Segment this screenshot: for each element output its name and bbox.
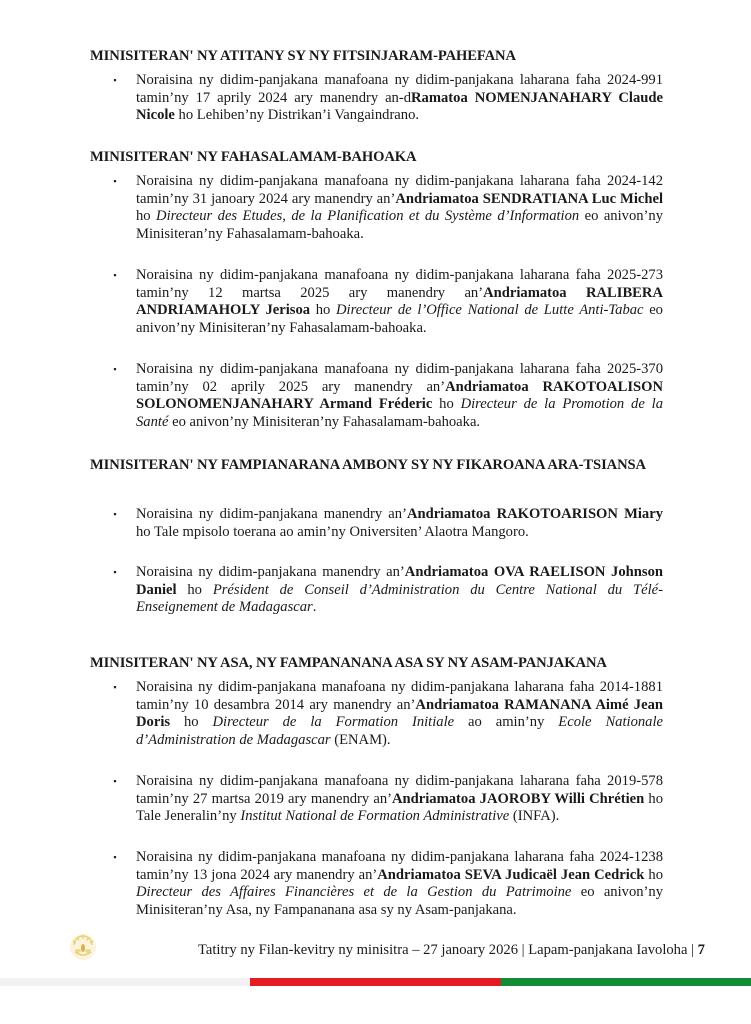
text-run: Noraisina ny didim-panjakana manafoana ny didim-panjakana laharana faha 2025-273 tamin’ny 12 martsa 2025 ary manendry an’ — [136, 267, 663, 301]
text-run: Noraisina ny didim-panjakana manafoana ny didim-panjakana laharana faha 2024-1238 tamin’ny 13 jona 2024 ary manendry an’ — [136, 849, 663, 883]
section-heading: MINISITERAN' NY ATITANY SY NY FITSINJARAM-PAHEFANA — [90, 48, 516, 64]
list-item — [108, 173, 663, 243]
bullet-square-icon: ▪ — [113, 682, 117, 692]
flag-stripe-red — [250, 978, 501, 986]
text-run: ho — [136, 208, 157, 225]
list-item — [108, 72, 663, 125]
flag-stripe-green — [501, 978, 751, 986]
bullet-square-icon: ▪ — [113, 75, 117, 85]
page-number: 7 — [697, 942, 705, 958]
text-run: ho — [432, 396, 461, 413]
text-run: ho Lehiben’ny Distrikan’i Vangaindrano. — [174, 107, 420, 124]
appointee-name: Ramatoa NOMENJANAHARY Claude Nicole — [136, 89, 663, 124]
text-run: ho — [176, 581, 213, 598]
text-run: Noraisina ny didim-panjakana manafoana ny didim-panjakana laharana faha 2024-142 tamin’ny 31 janoary 2024 ary manendry an’ — [136, 173, 663, 207]
position-title: Directeur de la Formation Initiale — [212, 714, 455, 731]
text-run: Noraisina ny didim-panjakana manafoana ny didim-panjakana laharana faha 2025-370 tamin’ny 02 aprily 2025 ary manendry an’ — [136, 361, 663, 395]
text-run: . — [312, 599, 317, 616]
list-item — [108, 679, 663, 749]
position-title: Directeur des Etudes, de la Planification et du Système d’Information — [156, 208, 580, 225]
position-title: Directeur des Affaires Financières et de la Gestion du Patrimoine — [136, 884, 572, 901]
text-run: Noraisina ny didim-panjakana manafoana ny didim-panjakana laharana faha 2024-991 tamin’ny 17 aprily 2024 ary manendry an-d — [136, 72, 663, 106]
text-run: ao amin’ny — [454, 714, 559, 731]
appointee-name: Andriamatoa OVA RAELISON Johnson Daniel — [136, 564, 663, 598]
list-item — [108, 773, 663, 826]
bullet-square-icon: ▪ — [113, 852, 117, 862]
item-text — [136, 267, 663, 337]
appointee-name: Andriamatoa RAKOTOALISON SOLONOMENJANAHARY Armand Fréderic — [136, 378, 664, 413]
list-item — [108, 564, 663, 617]
item-text — [136, 361, 663, 431]
item-text — [136, 679, 663, 749]
bullet-square-icon: ▪ — [113, 270, 117, 280]
text-run: ho Tale mpisolo toerana ao amin’ny Oniversiten’ Alaotra Mangoro. — [136, 523, 529, 540]
item-text — [136, 773, 663, 826]
text-run: (ENAM). — [330, 731, 391, 748]
list-item — [108, 267, 663, 337]
text-run: Noraisina ny didim-panjakana manafoana ny didim-panjakana laharana faha 2014-1881 tamin’ny 10 desambra 2014 ary manendry an’ — [136, 679, 663, 713]
text-run: Noraisina ny didim-panjakana manendry an’ — [136, 564, 405, 580]
text-run: ho Tale Jeneralin’ny — [136, 790, 663, 825]
bullet-square-icon: ▪ — [113, 567, 117, 577]
text-run: ho — [644, 866, 663, 883]
bullet-square-icon: ▪ — [113, 509, 117, 519]
bullet-square-icon: ▪ — [113, 176, 117, 186]
appointee-name: Andriamatoa JAOROBY Willi Chrétien — [392, 790, 645, 807]
bullet-square-icon: ▪ — [113, 364, 117, 374]
section-heading: MINISITERAN' NY FAMPIANARANA AMBONY SY NY FIKAROANA ARA-TSIANSA — [90, 457, 646, 473]
list-item — [108, 849, 663, 919]
appointee-name: Andriamatoa SEVA Judicaël Jean Cedrick — [377, 866, 645, 883]
position-title: Directeur de l’Office National de Lutte Anti-Tabac — [336, 302, 644, 319]
text-run: (INFA). — [509, 808, 560, 825]
item-text — [136, 849, 663, 919]
appointee-name: Andriamatoa RALIBERA ANDRIAMAHOLY Jerisoa — [136, 284, 663, 319]
text-run: ho — [170, 714, 213, 731]
text-run: Noraisina ny didim-panjakana manafoana ny didim-panjakana laharana faha 2019-578 tamin’ny 27 martsa 2019 ary manendry an’ — [136, 773, 663, 807]
item-text — [136, 564, 663, 617]
presidency-emblem-icon — [68, 932, 98, 962]
section-heading: MINISITERAN' NY ASA, NY FAMPANANANA ASA SY NY ASAM-PANJAKANA — [90, 655, 607, 671]
page-footer — [198, 941, 705, 959]
footer-caption: Tatitry ny Filan-kevitry ny minisitra – 27 janoary 2026 | Lapam-panjakana Iavoloha | — [198, 942, 698, 958]
text-run: ho — [310, 302, 336, 319]
list-item — [108, 361, 663, 431]
appointee-name: Andriamatoa SENDRATIANA Luc Michel — [395, 190, 663, 207]
text-run: Noraisina ny didim-panjakana manendry an’ — [136, 506, 407, 522]
appointee-name: Andriamatoa RAKOTOARISON Miary — [406, 506, 663, 522]
text-run: eo anivon’ny Minisiteran’ny Asa, ny Fampananana asa sy ny Asam-panjakana. — [136, 884, 663, 918]
bullet-square-icon: ▪ — [113, 776, 117, 786]
position-title: Directeur de la Promotion de la Santé — [136, 396, 663, 430]
text-run: eo anivon’ny Minisiteran’ny Fahasalamam-bahoaka. — [168, 413, 481, 430]
text-run: eo anivon’ny Minisiteran’ny Fahasalamam-bahoaka. — [136, 302, 663, 336]
position-title: Ecole Nationale d’Administration de Madagascar — [136, 714, 664, 748]
item-text — [136, 173, 663, 243]
item-text — [136, 72, 663, 125]
item-text — [136, 506, 663, 541]
appointee-name: Andriamatoa RAMANANA Aimé Jean Doris — [136, 696, 663, 731]
position-title: Président de Conseil d’Administration du Centre National du Télé-Enseignement de Madagascar — [136, 581, 664, 616]
text-run: eo anivon’ny Minisiteran’ny Fahasalamam-bahoaka. — [136, 208, 663, 242]
flag-stripe-white — [0, 978, 250, 986]
position-title: Institut National de Formation Administrative — [240, 808, 510, 825]
section-heading: MINISITERAN' NY FAHASALAMAM-BAHOAKA — [90, 149, 417, 165]
list-item — [108, 506, 663, 541]
